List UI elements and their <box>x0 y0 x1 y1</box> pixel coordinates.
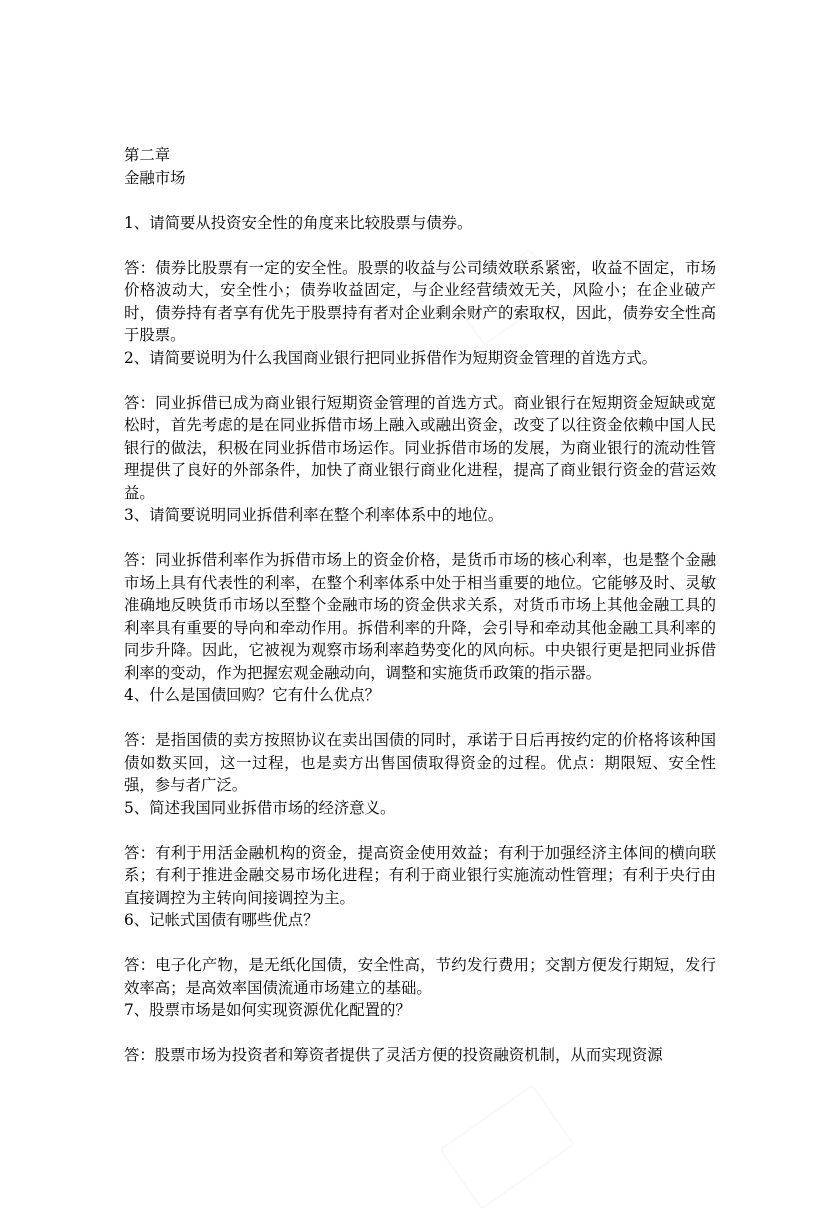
question-5: 5、简述我国同业拆借市场的经济意义。 <box>124 798 396 817</box>
chapter-subtitle: 金融市场 <box>124 168 186 187</box>
spacer <box>124 527 716 550</box>
answer-4: 答：是指国债的卖方按照协议在卖出国债的同时，承诺于日后再按约定的价格将该种国债如数买回，这一过程，也是卖方出售国债取得资金的过程。优点：期限短、安全性强，参与者广泛。 <box>124 731 716 794</box>
question-3: 3、请简要说明同业拆借利率在整个利率体系中的地位。 <box>124 506 504 524</box>
spacer <box>124 1022 716 1045</box>
spacer <box>124 819 716 842</box>
chapter-heading: 第二章 <box>124 146 171 164</box>
answer-7: 答：股票市场为投资者和筹资者提供了灵活方便的投资融资机制，从而实现资源 <box>124 1046 663 1064</box>
answer-6: 答：电子化产物，是无纸化国债，安全性高，节约发行费用；交割方便发行期短，发行效率高；是高效率国债流通市场建立的基础。 <box>124 956 716 997</box>
question-2: 2、请简要说明为什么我国商业银行把同业拆借作为短期资金管理的首选方式。 <box>124 348 658 367</box>
question-6: 6、记帐式国债有哪些优点？ <box>124 911 319 929</box>
question-4: 4、什么是国债回购？它有什么优点？ <box>124 686 381 704</box>
watermark-stamp <box>439 1084 575 1210</box>
spacer <box>124 234 716 257</box>
answer-1: 答：债券比股票有一定的安全性。股票的收益与公司绩效联系紧密，收益不固定，市场价格波动大，安全性小；债券收益固定，与企业经营绩效无关，风险小；在企业破产时，债券持有者享有优先于股票持有者对企业剩余财产的索取权，因此，债券安全性高于股票。 <box>124 258 716 344</box>
spacer <box>124 189 716 212</box>
question-1: 1、请简要从投资安全性的角度来比较股票与债券。 <box>124 213 473 232</box>
answer-5: 答：有利于用活金融机构的资金，提高资金使用效益；有利于加强经济主体间的横向联系；有利于推进金融交易市场化进程；有利于商业银行实施流动性管理；有利于央行由直接调控为主转向间接调控为主。 <box>124 843 716 907</box>
question-7: 7、股票市场是如何实现资源优化配置的？ <box>124 1001 411 1019</box>
spacer <box>124 369 716 392</box>
spacer <box>124 707 716 730</box>
spacer <box>124 932 716 955</box>
document-body <box>124 144 716 1067</box>
answer-3: 答：同业拆借利率作为拆借市场上的资金价格，是货币市场的核心利率，也是整个金融市场上具有代表性的利率，在整个利率体系中处于相当重要的地位。它能够及时、灵敏准确地反映货币市场以至整个金融市场的资金供求关系，对货币市场上其他金融工具的利率具有重要的导向和牵动作用。拆借利率的升降，会引导和牵动其他金融工具利率的同步升降。因此，它被视为观察市场利率趋势变化的风向标。中央银行更是把同业拆借利率的变动，作为把握宏观金融动向，调整和实施货币政策的指示器。 <box>124 551 716 682</box>
answer-2: 答：同业拆借已成为商业银行短期资金管理的首选方式。商业银行在短期资金短缺或宽松时，首先考虑的是在同业拆借市场上融入或融出资金，改变了以往资金依赖中国人民银行的做法，积极在同业拆借市场运作。同业拆借市场的发展，为商业银行的流动性管理提供了良好的外部条件，加快了商业银行商业化进程，提高了商业银行资金的营运效益。 <box>124 393 716 502</box>
